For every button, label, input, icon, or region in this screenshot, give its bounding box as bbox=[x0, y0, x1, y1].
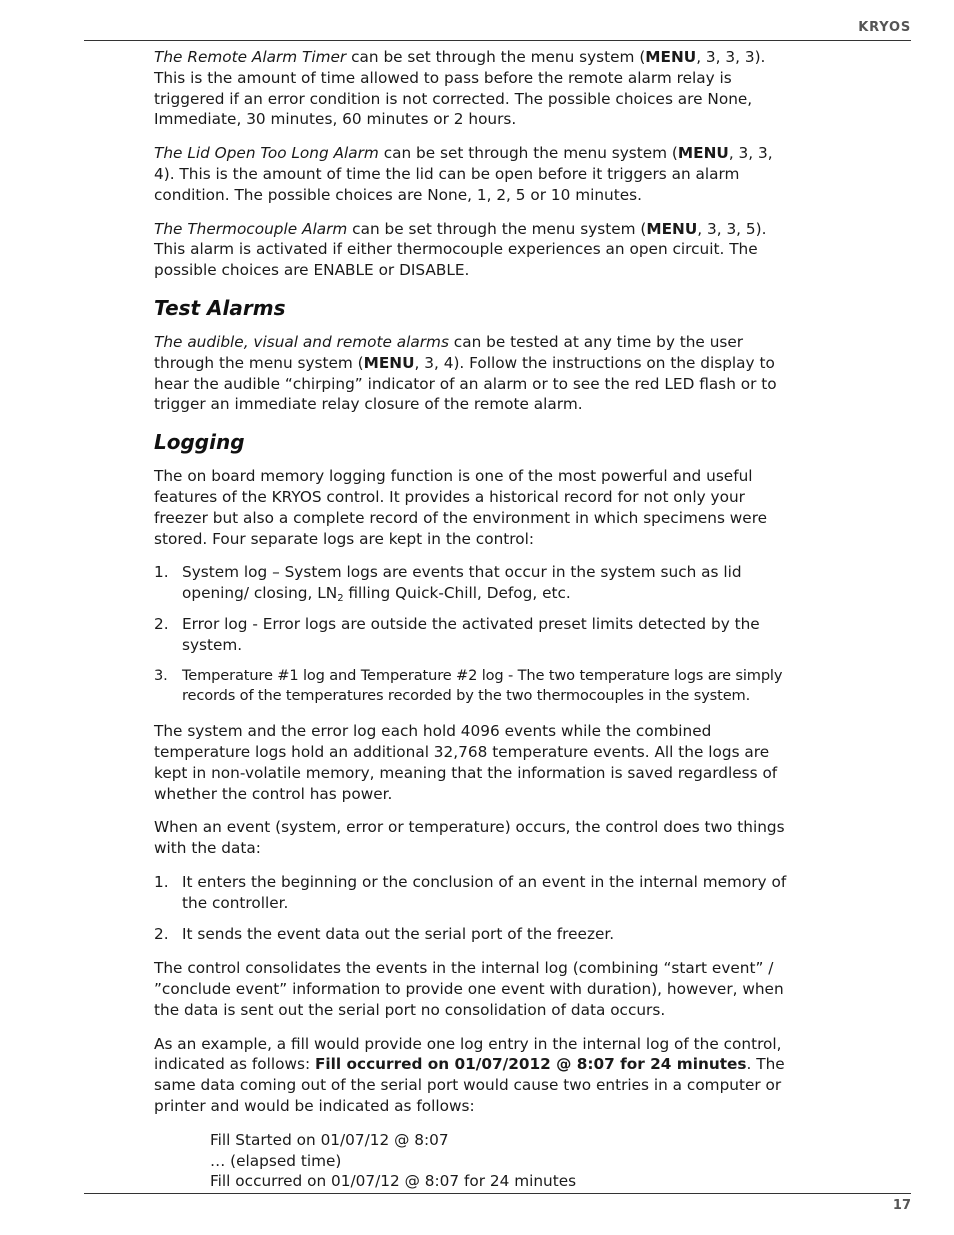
serial-line: … (elapsed time) bbox=[210, 1151, 342, 1170]
serial-line: Fill occurred on 01/07/12 @ 8:07 for 24 minutes bbox=[210, 1172, 577, 1191]
event-intro-paragraph: When an event (system, error or temperature) occurs, the control does two things with the data: bbox=[154, 818, 785, 858]
log-types-list bbox=[154, 562, 794, 707]
list-item: 1. System log – System logs are events that occur in the system such as lid opening/ closing, $LN_2$ filling Quick-Chill, Defog, etc. bbox=[154, 563, 742, 605]
list-item: 2. Error log - Error logs are outside the activated preset limits detected by the system. bbox=[154, 614, 760, 654]
test-alarms-heading: Test Alarms bbox=[154, 295, 286, 320]
header-brand-label: KRYOS bbox=[858, 20, 911, 35]
test-alarms-paragraph: The audible, visual and remote alarms can be tested at any time by the user through the menu system (MENU, 3, 4). Follow the instructions on the display to hear the audible “chirping” indicator of an alarm or to see the red LED flash or to trigger an immediate relay closure of the remote alarm. bbox=[154, 332, 777, 414]
logging-heading: Logging bbox=[154, 430, 245, 455]
list-item: 1. It enters the beginning or the conclusion of an event in the internal memory of the controller. bbox=[154, 872, 787, 912]
event-actions-list bbox=[154, 872, 794, 944]
page-number: 17 bbox=[892, 1198, 911, 1213]
thermocouple-alarm-paragraph: The Thermocouple Alarm can be set through the menu system (MENU, 3, 3, 5). This alarm is activated if either thermocouple experiences an open circuit. The possible choices are ENABLE or DISABLE. bbox=[154, 219, 767, 280]
remote-alarm-paragraph: The Remote Alarm Timer can be set through the menu system (MENU, 3, 3, 3). This is the amount of time allowed to pass before the remote alarm relay is triggered if an error condition is not corrected. The possible choices are None, Immediate, 30 minutes, 60 minutes or 2 hours. bbox=[154, 48, 766, 129]
example-paragraph: As an example, a fill would provide one log entry in the internal log of the control, indicated as follows: Fill occurred on 01/07/2012 @ 8:07 for 24 minutes. The same data coming out of the serial port would cause two entries in a computer or printer and would be indicated as follows: bbox=[154, 1034, 785, 1116]
header-rule bbox=[84, 40, 911, 41]
page-content bbox=[154, 47, 794, 1192]
serial-output-block bbox=[154, 1130, 794, 1192]
list-item: 2. It sends the event data out the serial port of the freezer. bbox=[154, 924, 615, 943]
log-capacity-paragraph: The system and the error log each hold 4096 events while the combined temperature logs hold an additional 32,768 temperature events. All the logs are kept in non-volatile memory, meaning that the information is saved regardless of whether the control has power. bbox=[154, 722, 778, 803]
lid-alarm-paragraph: The Lid Open Too Long Alarm can be set through the menu system (MENU, 3, 3, 4). This is the amount of time the lid can be open before it triggers an alarm condition. The possible choices are None, 1, 2, 5 or 10 minutes. bbox=[154, 144, 773, 204]
logging-intro-paragraph: The on board memory logging function is one of the most powerful and useful features of the KRYOS control. It provides a historical record for not only your freezer but also a complete record of the environment in which specimens were stored. Four separate logs are kept in the control: bbox=[154, 467, 768, 548]
serial-line: Fill Started on 01/07/12 @ 8:07 bbox=[210, 1130, 449, 1149]
consolidation-paragraph: The control consolidates the events in the internal log (combining “start event” / ”conclude event” information to provide one event with duration), however, when the data is sent out the serial port no consolidation of data occurs. bbox=[154, 959, 784, 1019]
footer-rule bbox=[84, 1193, 911, 1194]
list-item: 3. Temperature #1 log and Temperature #2 log - The two temperature logs are simply records of the temperatures recorded by the two thermocouples in the system. bbox=[154, 666, 783, 705]
